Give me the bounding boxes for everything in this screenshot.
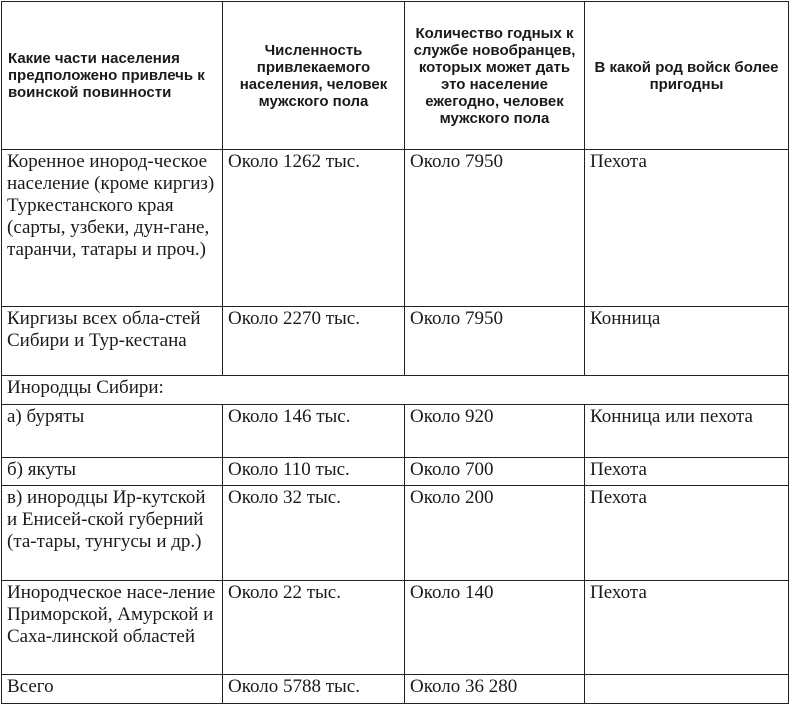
cell-recruits: Около 200	[405, 486, 585, 581]
cell-branch: Конница или пехота	[585, 405, 789, 458]
cell-population-part: в) инородцы Ир-кутской и Енисей-ской губерний (та-тары, тунгусы и др.)	[2, 486, 223, 581]
table-row	[2, 486, 789, 581]
cell-recruits: Около 140	[405, 581, 585, 675]
group-title: Инородцы Сибири:	[2, 376, 789, 405]
cell-recruits: Около 7950	[405, 150, 585, 307]
cell-total-population: Около 5788 тыс.	[223, 675, 405, 704]
cell-recruits: Около 7950	[405, 307, 585, 376]
recruitment-table	[1, 1, 789, 704]
cell-branch: Пехота	[585, 581, 789, 675]
cell-population: Около 146 тыс.	[223, 405, 405, 458]
cell-branch: Пехота	[585, 458, 789, 486]
cell-branch: Пехота	[585, 486, 789, 581]
header-population-part: Какие части населения предположено привлечь к воинской повинности	[2, 2, 223, 150]
total-row	[2, 675, 789, 704]
cell-total-recruits: Около 36 280	[405, 675, 585, 704]
cell-population: Около 32 тыс.	[223, 486, 405, 581]
header-troop-branch: В какой род войск более пригодны	[585, 2, 789, 150]
group-row	[2, 376, 789, 405]
cell-recruits: Около 700	[405, 458, 585, 486]
cell-recruits: Около 920	[405, 405, 585, 458]
cell-population: Около 110 тыс.	[223, 458, 405, 486]
cell-population-part: Киргизы всех обла-стей Сибири и Тур-кестана	[2, 307, 223, 376]
cell-population: Около 22 тыс.	[223, 581, 405, 675]
cell-total-label: Всего	[2, 675, 223, 704]
cell-population-part: а) буряты	[2, 405, 223, 458]
header-population-count: Численность привлекаемого населения, человек мужского пола	[223, 2, 405, 150]
cell-population: Около 1262 тыс.	[223, 150, 405, 307]
table-row	[2, 150, 789, 307]
header-recruits-count: Количество годных к службе новобранцев, которых может дать это население ежегодно, человек мужского пола	[405, 2, 585, 150]
cell-branch: Пехота	[585, 150, 789, 307]
table-row	[2, 405, 789, 458]
cell-total-branch	[585, 675, 789, 704]
table-row	[2, 458, 789, 486]
cell-population-part: б) якуты	[2, 458, 223, 486]
table-row	[2, 581, 789, 675]
header-row	[2, 2, 789, 150]
cell-branch: Конница	[585, 307, 789, 376]
table-row	[2, 307, 789, 376]
cell-population-part: Коренное инород-ческое население (кроме киргиз) Туркестанского края (сарты, узбеки, дун-гане, таранчи, татары и проч.)	[2, 150, 223, 307]
cell-population: Около 2270 тыс.	[223, 307, 405, 376]
cell-population-part: Инородческое насе-ление Приморской, Амурской и Саха-линской областей	[2, 581, 223, 675]
